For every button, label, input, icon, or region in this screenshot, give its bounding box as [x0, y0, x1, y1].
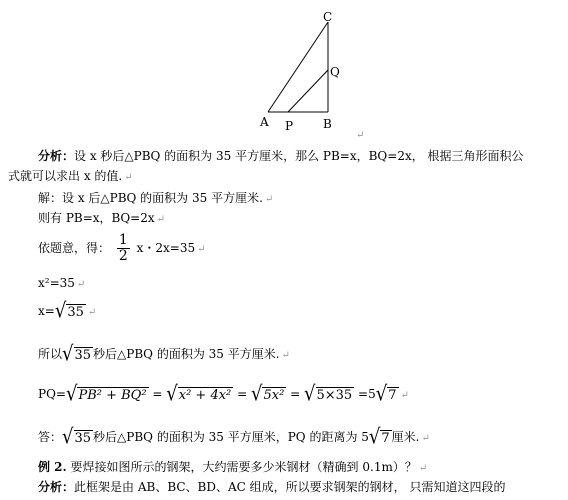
- return-mark: ↵: [197, 244, 206, 255]
- analysis-label: 分析：: [38, 149, 75, 163]
- sqrt-35: √35: [62, 424, 92, 449]
- fraction-denominator: 2: [118, 248, 128, 264]
- return-mark: ↵: [156, 214, 166, 225]
- label-q: Q: [330, 65, 340, 79]
- equation-suffix: x・2x=35: [136, 241, 196, 255]
- return-mark: ↵: [87, 307, 97, 318]
- return-mark: ↵: [400, 390, 409, 401]
- sqrt-35: √35: [54, 298, 84, 323]
- answer-line: [38, 424, 430, 449]
- equals-sign: =: [290, 387, 301, 401]
- return-mark: ↵: [124, 172, 133, 183]
- solution-line-6: 所以√35 秒后△PBQ 的面积为 35 平方厘米. ↵: [38, 341, 290, 366]
- fraction-half: [117, 233, 130, 264]
- analysis-cont-text: 式就可以求出 x 的值.: [8, 169, 123, 183]
- solution-line-1: [38, 190, 273, 208]
- analysis-paragraph: [38, 148, 524, 164]
- sqrt-5x2: √5x²: [250, 381, 285, 406]
- return-mark: ↵: [281, 350, 290, 361]
- segment-pq: [288, 70, 328, 112]
- analysis-paragraph-2: [38, 479, 505, 495]
- conclusion-text: 秒后△PBQ 的面积为 35 平方厘米.: [93, 347, 280, 361]
- example-text: 要焊接如图所示的钢架，大约需要多少米钢材（精确到 0.1m）？: [70, 460, 417, 474]
- equation-prefix: 依题意，得：: [38, 241, 111, 255]
- solution-line-4: [38, 275, 85, 293]
- equals-five: =5: [358, 387, 376, 401]
- return-mark: ↵: [356, 130, 365, 141]
- sqrt-35: √35: [62, 341, 92, 366]
- solution-text-1: 解：设 x 后△PBQ 的面积为 35 平方厘米.: [38, 191, 263, 205]
- analysis-text-2: 此框架是由 AB、BC、BD、AC 组成，所以要求钢架的钢材， 只需知道这四段的: [74, 480, 506, 494]
- segment-ac: [268, 22, 328, 112]
- analysis-text: 设 x 秒后△PBQ 的面积为 35 平方厘米，那么 PB=x，BQ=2x， 根据三角形面积公: [74, 149, 524, 163]
- label-p: P: [285, 119, 294, 133]
- sqrt-7: √7: [368, 424, 390, 449]
- solution-line-2: [38, 210, 165, 228]
- equals-sign: =: [237, 387, 248, 401]
- x-equals: x=: [38, 304, 55, 318]
- return-mark: ↵: [76, 279, 86, 290]
- return-mark: ↵: [418, 463, 428, 474]
- pq-prefix: PQ=: [38, 387, 66, 401]
- triangle-figure: [255, 8, 365, 138]
- pq-equation: [38, 381, 409, 406]
- equals-sign: =: [152, 387, 163, 401]
- example-2: [38, 459, 427, 477]
- sqrt-x2-4x2: √x² + 4x²: [166, 381, 232, 406]
- solution-text-2: 则有 PB=x，BQ=2x: [38, 211, 155, 225]
- label-b: B: [323, 117, 332, 131]
- solution-line-3: [38, 228, 205, 270]
- return-mark: ↵: [421, 433, 430, 444]
- answer-prefix: 答：: [38, 430, 63, 444]
- analysis-label-2: 分析：: [38, 480, 75, 494]
- sqrt-pb-bq: √PB² + BQ²: [65, 381, 147, 406]
- answer-suffix: 厘米.: [391, 430, 420, 444]
- example-label: 例 2.: [38, 460, 67, 474]
- sqrt-7: √7: [375, 381, 397, 406]
- label-a: A: [260, 115, 269, 129]
- return-mark: ↵: [264, 194, 274, 205]
- sqrt-5x35: √5×35: [304, 381, 353, 406]
- x-squared-equation: x²=35: [38, 276, 75, 290]
- label-c: C: [323, 10, 333, 24]
- answer-text: 秒后△PBQ 的面积为 35 平方厘米，PQ 的距离为 5: [93, 430, 369, 444]
- analysis-continuation: [8, 168, 133, 186]
- solution-line-5: [38, 298, 97, 323]
- fraction-numerator: 1: [118, 232, 128, 248]
